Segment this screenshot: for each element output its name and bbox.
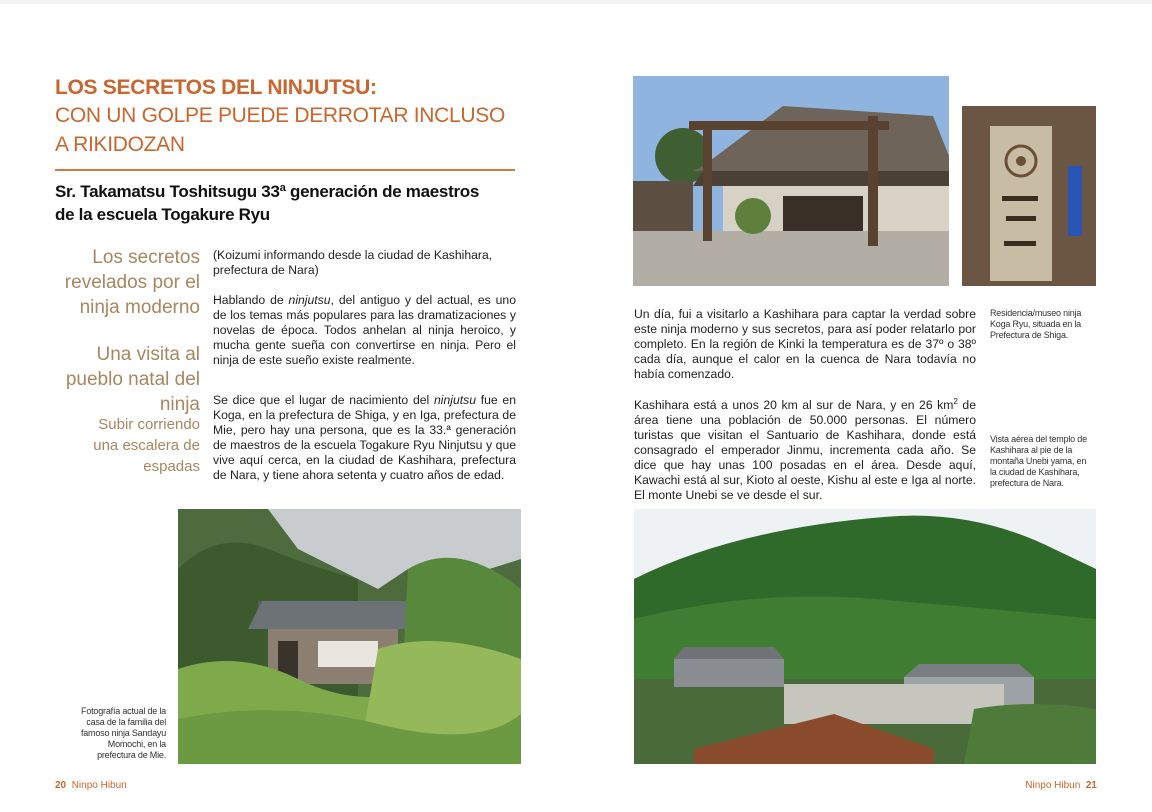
body-paragraph-3: Un día, fui a visitarlo a Kashihara para captar la verdad sobre este ninja moderno y sus secretos, para así poder relatarlo por completo. En la región de Kinki la temperatura es de 37º o 38º cada día, aunque el calor en la cuenca de Nara todavía no había comenzado. (634, 307, 976, 381)
article-subtitle-line-2: de la escuela Togakure Ryu (55, 205, 270, 224)
page-folio-left: 20 Ninpo Hibun (55, 780, 127, 791)
article-subtitle-line-1: Sr. Takamatsu Toshitsugu 33ª generación de maestros (55, 182, 480, 201)
photo-koga-ryu-residence (633, 76, 949, 286)
body-paragraph-2: Se dice que el lugar de nacimiento del ninjutsu fue en Koga, en la prefectura de Shiga, y en Iga, prefectura de Mie, pero hay una persona, que es la 33.ª generación de maestros de la escuela Togakure Ryu Ninjutsu y que vive aquí cerca, en la ciudad de Kashihara, prefectura de Nara, y tiene ahora setenta y cuatro años de edad. (213, 393, 516, 482)
photo-caption-koga-ryu: Residencia/museo ninja Koga Ryu, situada en la Prefectura de Shiga. (990, 308, 1082, 340)
photo-wooden-sign (962, 106, 1096, 286)
body-paragraph-4: Kashihara está a unos 20 km al sur de Nara, y en 26 $km^2$ de área tiene una población de 50.000 personas. El número turistas que visitan el Santuario de Kashihara, donde está consagrado el emperador Jinmu, incrementa cada año. Se dice que hay unas 100 posadas en el área. Desde aquí, Kawachi está al sur, Kioto al oeste, Kishu al este e Iga al norte. El monte Unebi se ve desde el sur. (634, 397, 976, 503)
article-title-line-1: LOS SECRETOS DEL NINJUTSU: (55, 76, 377, 99)
article-title-line-3: A RIKIDOZAN (55, 133, 185, 156)
photo-momochi-house (178, 509, 521, 764)
photo-caption-momochi-house: Fotografía actual de la casa de la familia del famoso ninja Sandayu Momochi, en la prefectura de Mie. (80, 706, 166, 760)
title-divider (55, 169, 515, 171)
sidebar-heading-sword-ladder: Subir corriendo una escalera de espadas (93, 416, 200, 475)
photo-caption-kashihara-temple: Vista aérea del templo de Kashihara al pie de la montaña Unebi yama, en la ciudad de Kashihara, prefectura de Nara. (990, 434, 1087, 488)
photo-kashihara-temple-aerial (634, 509, 1096, 764)
body-paragraph-1: Hablando de ninjutsu, del antiguo y del actual, es uno de los temas más populares para las dramatizaciones y novelas de época. Todos anhelan al ninja heroico, y mucha gente sueña con convertirse en ninja. Pero el ninja de este sueño existe realmente. (213, 293, 516, 367)
page-folio-right: Ninpo Hibun 21 (1025, 780, 1097, 791)
sidebar-heading-secrets: Los secretos revelados por el ninja moderno (64, 247, 200, 318)
page-top-strip (0, 0, 1152, 4)
intro-paragraph: (Koizumi informando desde la ciudad de Kashihara, prefectura de Nara) (213, 248, 493, 277)
sidebar-heading-visit: Una visita al pueblo natal del ninja (65, 344, 200, 415)
article-title-line-2: CON UN GOLPE PUEDE DERROTAR INCLUSO (55, 104, 506, 127)
